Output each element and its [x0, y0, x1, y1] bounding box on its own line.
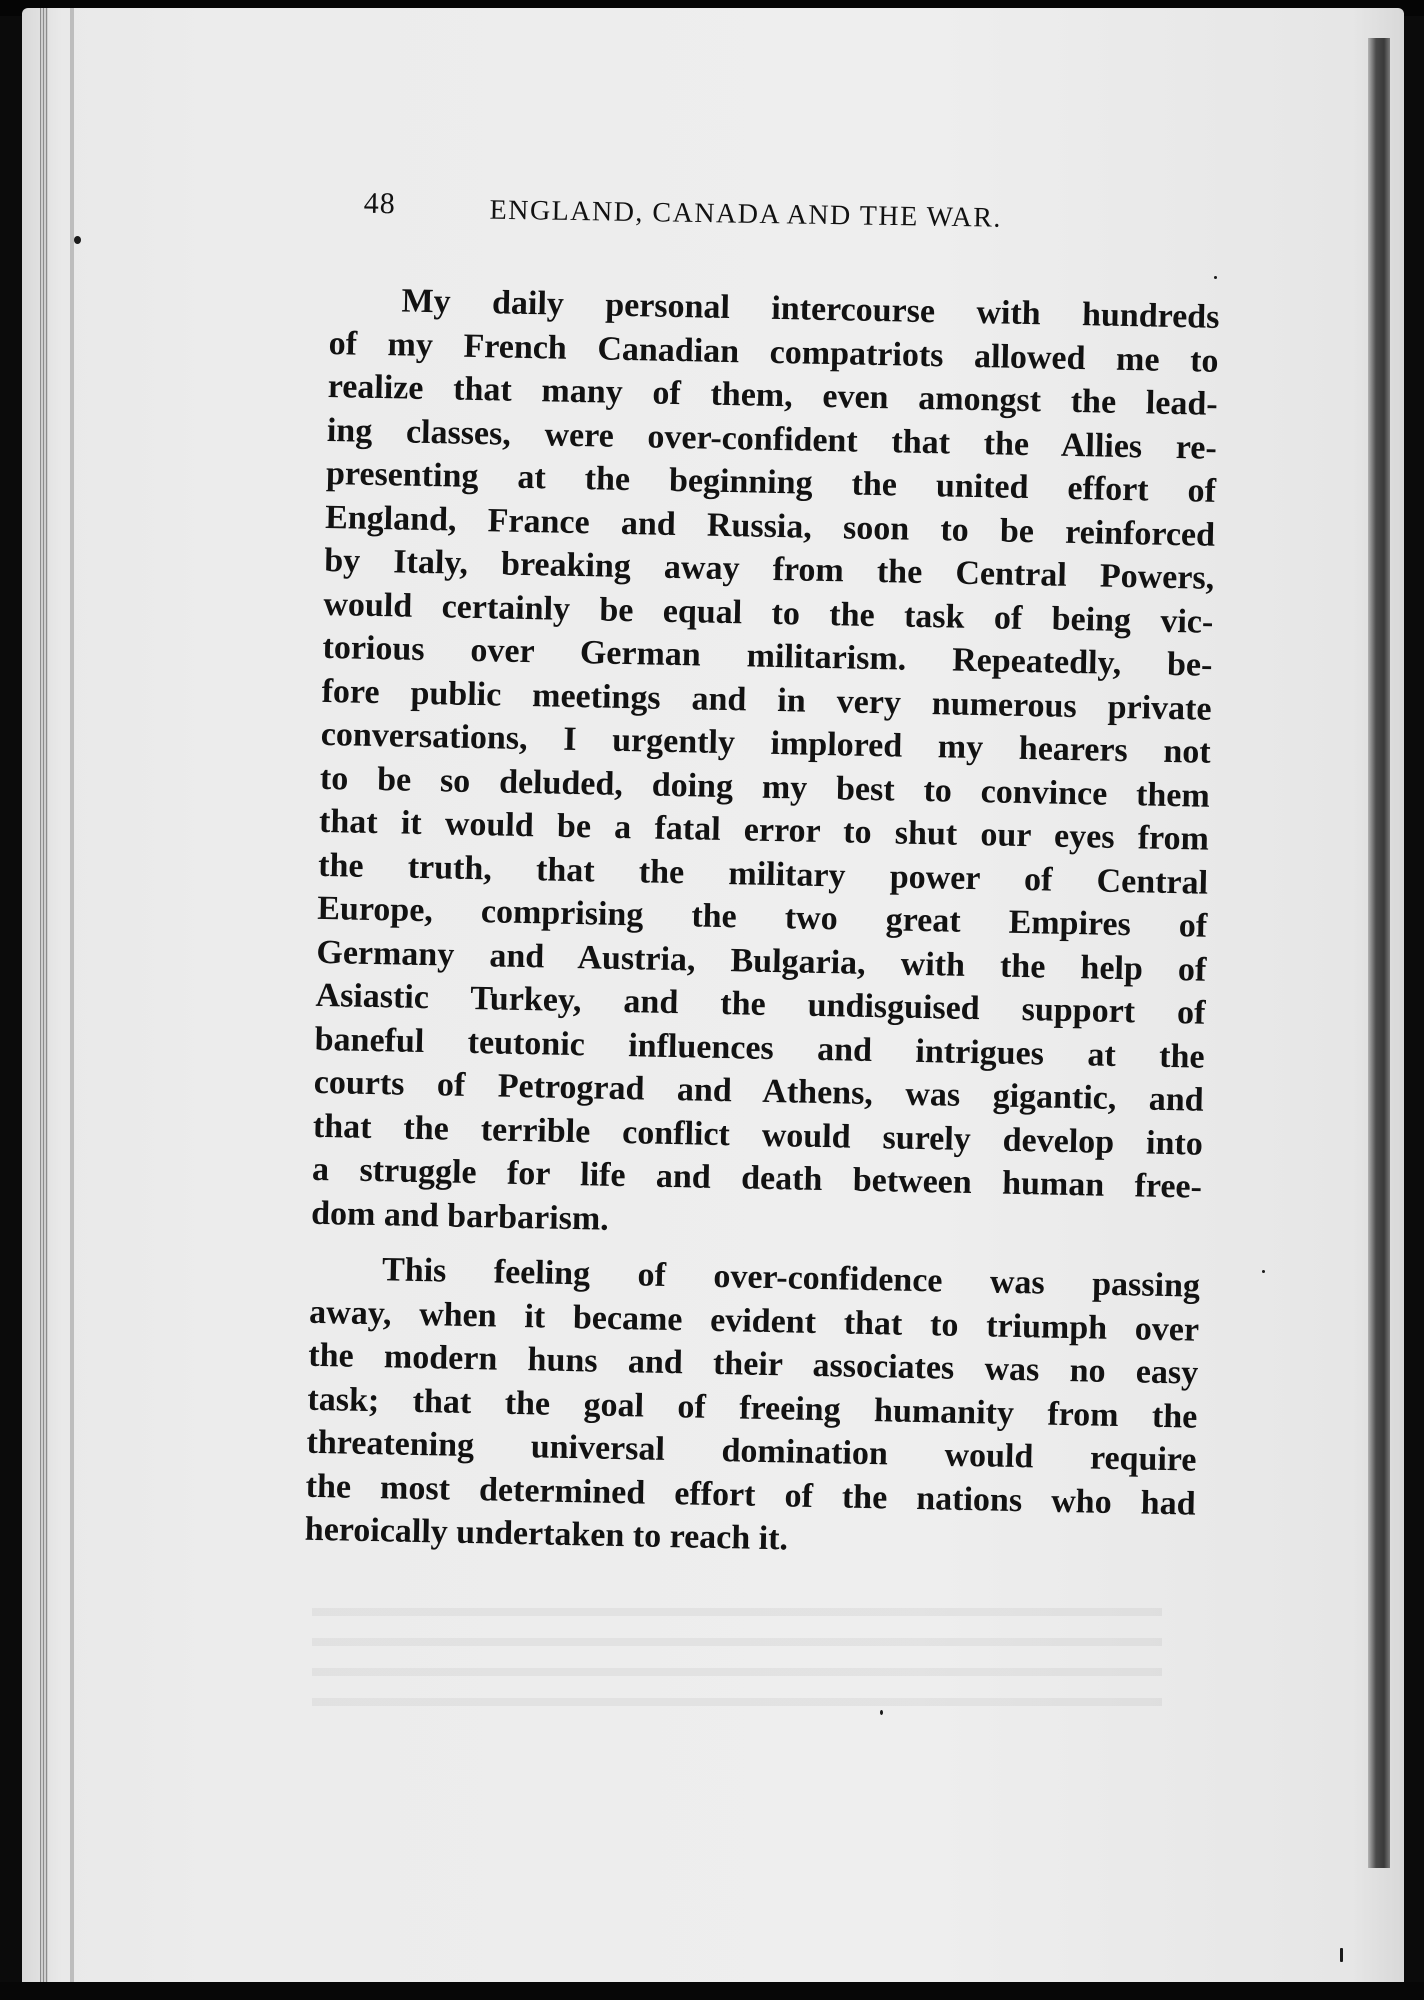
page-header — [319, 186, 1200, 256]
show-through-text — [312, 1598, 1162, 1728]
text-line: to be so deluded, doing my best to convince them — [319, 759, 1211, 815]
text-line: Germany and Austria, Bulgaria, with the help of — [316, 933, 1207, 989]
text-line: conversations, I urgently implored my hearers not — [320, 715, 1212, 771]
text-line: the most determined effort of the nations who had — [305, 1467, 1196, 1523]
page-edge-line — [70, 8, 74, 1984]
text-line: of my French Canadian compatriots allowed me to — [328, 324, 1219, 380]
text-line: This feeling of over-confidence was passing — [381, 1251, 1201, 1305]
text-line: torious over German militarism. Repeatedly, be- — [322, 628, 1213, 684]
text-line: by Italy, breaking away from the Central Powers, — [323, 541, 1215, 597]
page-body — [304, 278, 1219, 1569]
text-line: that it would be a fatal error to shut our eyes from — [318, 802, 1210, 858]
text-line: task; that the goal of freeing humanity from the — [307, 1380, 1198, 1436]
text-line: a struggle for life and death between human free- — [311, 1150, 1203, 1206]
book-page — [22, 8, 1404, 1984]
text-line: fore public meetings and in very numerous private — [321, 672, 1212, 728]
text-line: My daily personal intercourse with hundreds — [401, 282, 1220, 336]
text-line: presenting at the beginning the united effort of — [325, 454, 1217, 510]
ink-speck — [1340, 1948, 1343, 1962]
text-line: the modern huns and their associates was no easy — [308, 1336, 1199, 1392]
scan-bottom-border — [0, 1982, 1424, 2000]
text-line: Europe, comprising the two great Empires of — [316, 889, 1208, 945]
text-line: would certainly be equal to the task of being vic- — [323, 585, 1214, 641]
text-line: dom and barbarism. — [310, 1194, 610, 1238]
text-line: away, when it became evident that to triumph over — [308, 1293, 1200, 1349]
ink-speck — [1262, 1270, 1265, 1273]
text-line: that the terrible conflict would surely develop into — [312, 1107, 1204, 1163]
text-line: realize that many of them, even amongst the lead- — [327, 367, 1219, 423]
text-line: the truth, that the military power of Central — [317, 846, 1209, 902]
ink-speck — [1214, 276, 1217, 279]
book-binding-shadow — [1368, 38, 1390, 1868]
page-number: 48 — [363, 186, 396, 221]
text-line: courts of Petrograd and Athens, was gigantic, and — [313, 1063, 1205, 1119]
page-stack-edge — [40, 8, 48, 1984]
text-line: heroically undertaken to reach it. — [304, 1510, 789, 1558]
page-text-block — [304, 186, 1220, 1558]
text-line: England, France and Russia, soon to be reinforced — [324, 498, 1216, 554]
text-line: ing classes, were over-confident that the Allies re- — [326, 411, 1218, 467]
text-line: threatening universal domination would require — [306, 1423, 1197, 1479]
text-line: baneful teutonic influences and intrigues at the — [314, 1020, 1205, 1076]
running-head: ENGLAND, CANADA AND THE WAR. — [489, 194, 1003, 234]
ink-speck — [74, 236, 81, 244]
text-line: Asiastic Turkey, and the undisguised support of — [315, 976, 1206, 1032]
